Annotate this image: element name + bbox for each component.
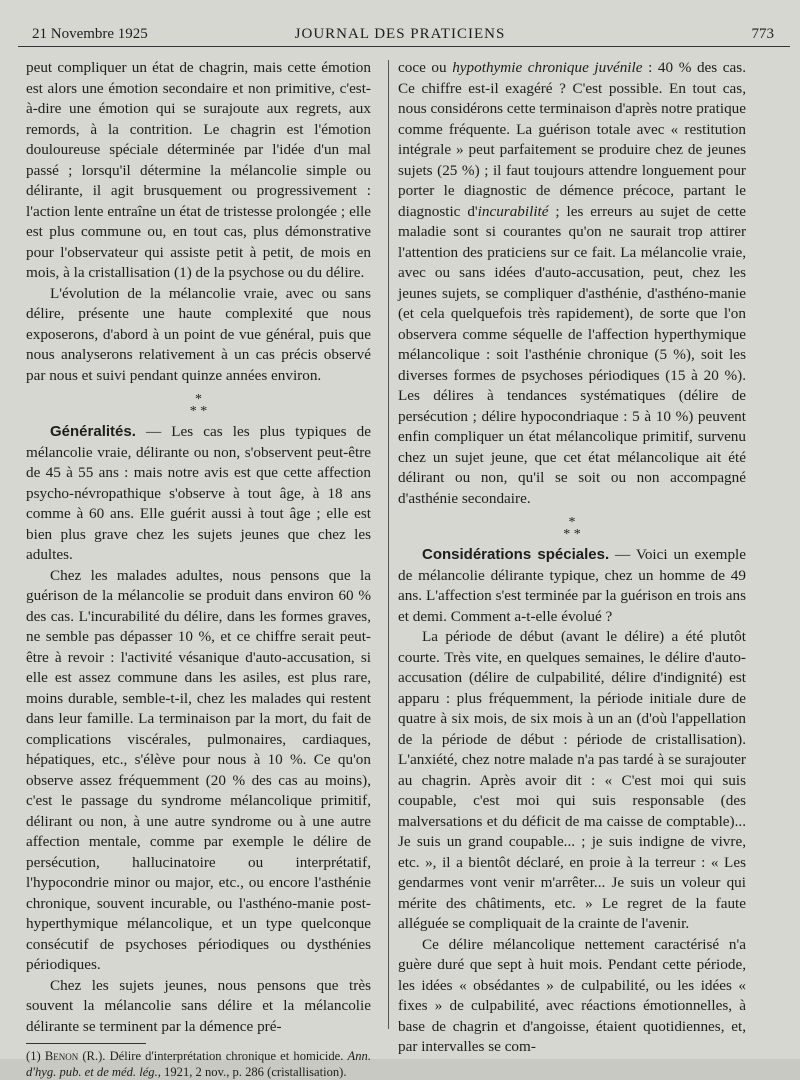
paragraph-text: — Voici un exemple de mélancolie délirante typique, chez un homme de 49 ans. L'affection s'est terminée par la guérison en trois ans et demi. Comment a-t-elle évolué ? [398, 546, 746, 625]
paragraph [398, 58, 746, 509]
paragraph-text: coce ou [398, 59, 453, 76]
running-header [18, 22, 782, 48]
separator-stars: * * [189, 404, 208, 419]
paragraph: Chez les malades adultes, nous pensons que la guérison de la mélancolie se produit dans environ 60 % des cas. L'incurabilité du délire, dans les formes graves, ne semble pas dépasser 10 %, et ce chiffre serait peut-être à revoir : l'activité vésanique d'auto-accusation, si elle est assez commune dans les asiles, est plus rare, moins durable, semble-t-il, chez les malades qui restent dans leur famille. La terminaison par la mort, du fait de complications viscérales, pulmonaires, cardiaques, hépatiques, etc., s'élève pour nous à 10 %. Ce qu'on observe assez fréquemment (20 % des cas au moins), c'est le passage du syndrome mélancolique primitif, délirant ou non, à une autre syndrome ou à une autre affection mentale, comme par exemple le délire de persécution, hallucinatoire ou interprétatif, l'hypocondrie minor ou major, etc., ou encore l'asthénie chronique, souvent incurable, ou l'asthéno-manie post-hyperthymique mélancolique, et un type quelconque consécutif de psychoses périodiques ou dysthénies périodiques. [26, 566, 371, 973]
header-date: 21 Novembre 1925 [32, 26, 148, 42]
section-separator [398, 517, 746, 541]
header-journal-title: JOURNAL DES PRATICIENS [294, 26, 506, 42]
paragraph-text: — Les cas les plus typiques de mélancolie vraie, délirante ou non, s'observent peut-être de 45 à 55 ans : mais notre avis est que cette affection psycho-névropathique s'observe à tout âge, à 18 ans comme à 60 ans. Elle guérit aussi à tout âge ; elle est bien plus grave chez les sujets jeunes que chez les adultes. [26, 423, 371, 563]
footnote-author: Benon (R.). [44, 1049, 106, 1063]
separator-star: * [195, 392, 202, 407]
left-column [26, 58, 371, 1080]
right-column [398, 58, 746, 1058]
section-separator [26, 394, 371, 418]
paragraph-text: ; les erreurs au sujet de cette maladie sont si courantes qu'on ne saurait trop attirer l'attention des praticiens sur ce fait. La mélancolie vraie, avec ou sans idées d'auto-accusation, peut, chez les jeunes sujets, se compliquer d'asthénie, d'asthéno-manie (et cela quelquefois très rapidement), de sorte que l'on observera comme séquelle de l'affection hyperthymique mélancolique : soit l'asthénie chronique (5 %), soit les diverses formes de psychoses périodiques (15 à 20 %). Les délires à tendances systématiques (délire de persécution ; délire hypocondriaque : 5 à 10 %) peuvent enfin compliquer un état mélancolique primitif, survenu chez un sujet jeune, que cet état mélancolique ait été délirant ou non, qu'il se soit ou non accompagné d'asthénie secondaire. [398, 202, 747, 507]
footnote-text: Délire d'interprétation chronique et homicide. [105, 1049, 348, 1063]
paragraph: Chez les sujets jeunes, nous pensons que très souvent la mélancolie sans délire et la mélancolie délirante se terminent par la démence pré- [26, 976, 371, 1035]
column-divider [388, 60, 389, 1029]
header-page-number: 773 [751, 26, 774, 42]
footnote-rule [26, 1043, 146, 1044]
header-rule [18, 46, 790, 47]
paragraph: Ce délire mélancolique nettement caractérisé n'a guère duré que sept à huit mois. Pendant cette période, les idées « obsédantes » de culpabilité, ou les idées « fixes » de culpabilité, avec réactions émotionnelles, à base de chagrin et d'angoisse, étaient quotidiennes, et, par intervalles se com- [398, 935, 746, 1055]
section-heading: Considérations spéciales. [422, 546, 610, 563]
footnote-text: , 1921, 2 nov., p. 286 (cristallisation). [157, 1065, 347, 1079]
paragraph: peut compliquer un état de chagrin, mais cette émotion est alors une émotion secondaire et non primitive, c'est-à-dire une émotion qui se surajoute aux regrets, aux remords, à la contrition. Le chagrin est l'émotion douloureuse spéciale déterminée par l'idée d'un mal passé ; lorsqu'il détermine la mélancolie simple ou délirante, il agit brusquement ou progressivement : l'action lente entraîne un état de tristesse prolongée ; elle est plus commune ou, en tout cas, plus démonstrative pour l'observateur qui assiste petit à petit, de mois en mois, à la cristallisation (1) de la psychose ou du délire. [26, 59, 371, 281]
italic-term: hypothymie chronique juvénile [452, 59, 643, 76]
paragraph: L'évolution de la mélancolie vraie, avec ou sans délire, présente une haute complexité que nous exposerons, d'abord à un point de vue général, puis que nous analyserons relativement à un cas précis observé par nous et suivi pendant quinze années environ. [26, 284, 371, 384]
paragraph [26, 422, 371, 566]
separator-stars: * * [563, 527, 581, 542]
section-heading: Généralités. [50, 423, 136, 440]
separator-star: * [568, 515, 576, 530]
paragraph-text: : 40 % des cas. Ce chiffre est-il exagéré ? C'est possible. En tout cas, nous considérons cette terminaison d'après notre pratique comme fréquente. La guérison totale avec « restitution intégrale » peut parfaitement se produire chez de jeunes sujets (25 %) ; il faut toujours attendre longuement pour porter le diagnostic de démence précoce, partant le diagnostic d' [398, 59, 746, 220]
paragraph: La période de début (avant le délire) a été plutôt courte. Très vite, en quelques semaines, le délire d'auto-accusation (délire de culpabilité, délire d'indignité) est apparu : plus fréquemment, la période initiale dure de quatre à six mois, de six mois à un an (d'où l'appellation de la période de début : période de cristallisation). L'anxiété, chez notre malade n'a pas tardé à se surajouter au chagrin. Après avoir dit : « C'est moi qui suis coupable, c'est moi qui suis responsable (des malversations et du déficit de ma caisse de comptable)... Je suis un grand coupable... ; je suis indigne de vivre, etc. », il a bientôt déclaré, en proie à la terreur : « Les gendarmes vont venir m'arrêter... Je suis un voleur qui mérite des châtiments, etc. » Le regret de la faute alléguée se compliquait de la crainte de l'avenir. [398, 628, 746, 932]
footnote [26, 1048, 371, 1080]
italic-term: incurabilité [477, 202, 549, 220]
footnote-marker: (1) [26, 1049, 45, 1063]
footnote-journal: Ann. d'hyg. pub. et de méd. lég. [26, 1049, 371, 1079]
paragraph [398, 545, 746, 627]
